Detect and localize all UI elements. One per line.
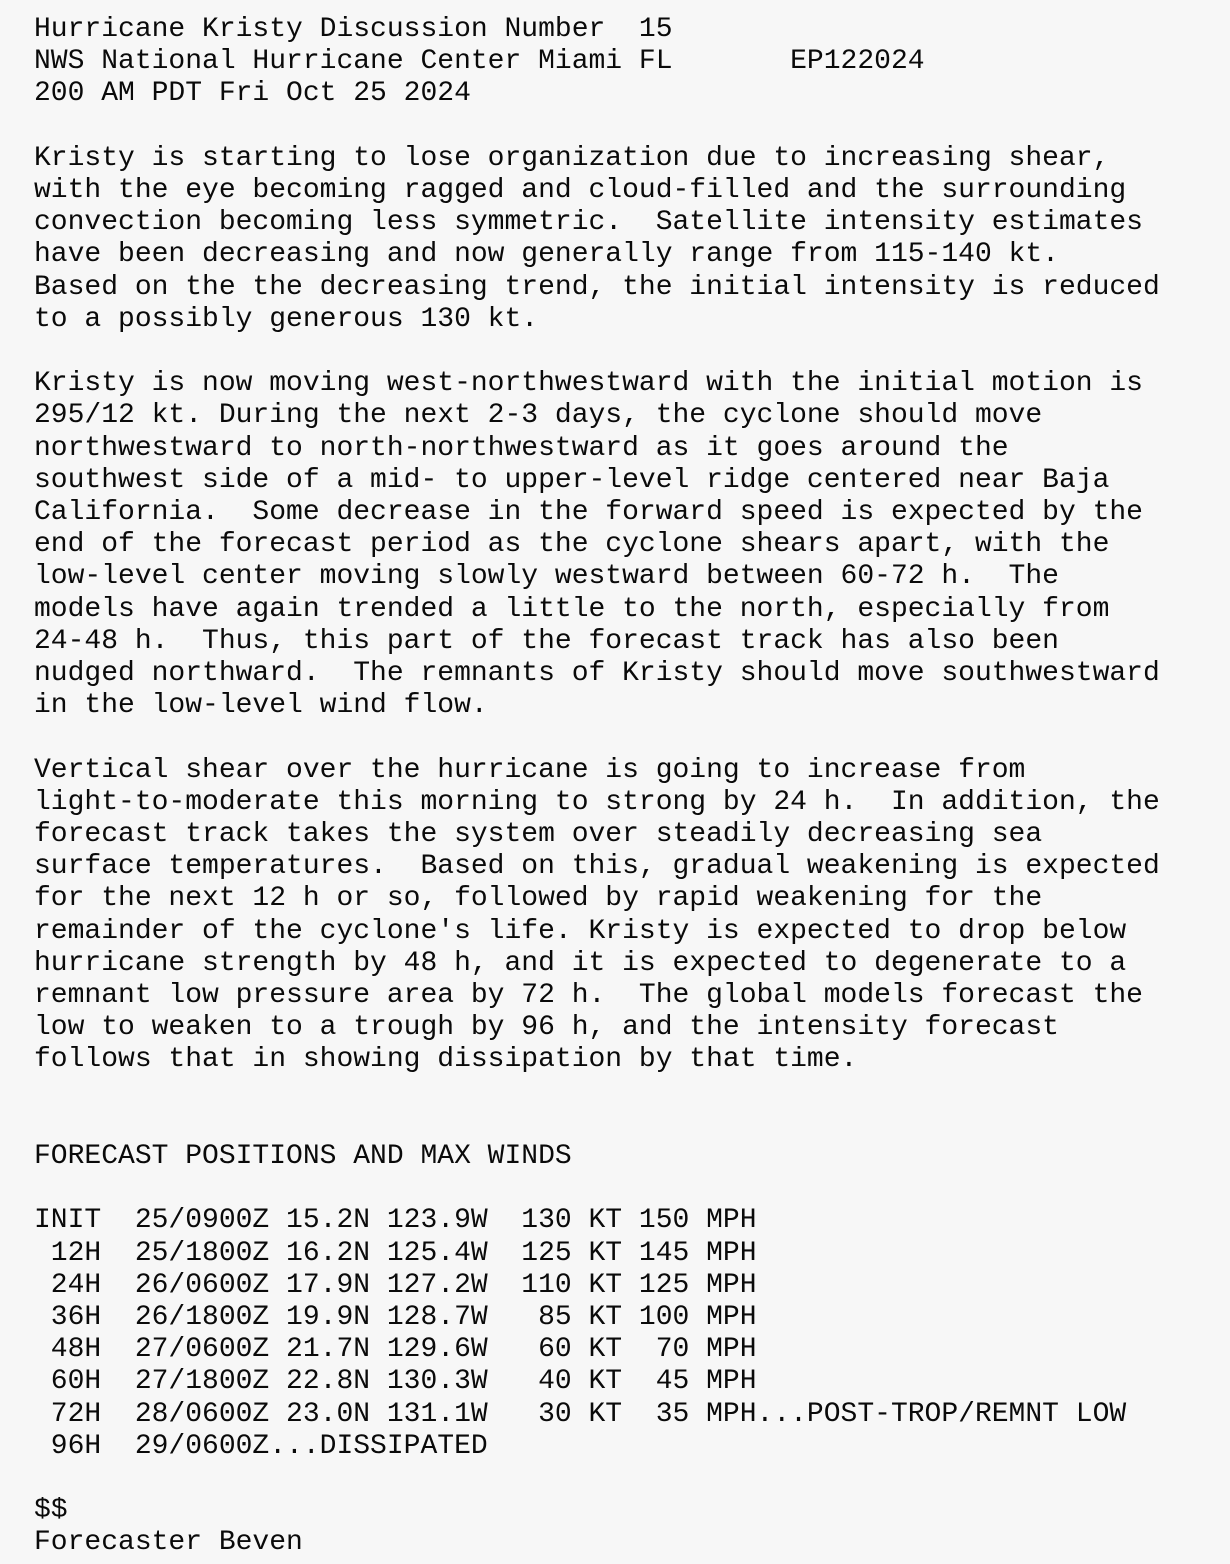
blank-line: [34, 1173, 1230, 1205]
paragraph-line: convection becoming less symmetric. Satellite intensity estimates: [34, 207, 1143, 239]
paragraph-line: California. Some decrease in the forward speed is expected by the: [34, 497, 1143, 529]
paragraph-line: to a possibly generous 130 kt.: [34, 303, 539, 335]
blank-line: [34, 722, 1230, 754]
forecast-row: 60H 27/1800Z 22.8N 130.3W 40 KT 45 MPH: [34, 1366, 757, 1398]
forecast-row: INIT 25/0900Z 15.2N 123.9W 130 KT 150 MPH: [34, 1205, 757, 1237]
paragraph-line: Based on the the decreasing trend, the initial intensity is reduced: [34, 271, 1160, 303]
paragraph-line: 24-48 h. Thus, this part of the forecast track has also been: [34, 625, 1059, 657]
paragraph-line: surface temperatures. Based on this, gradual weakening is expected: [34, 851, 1160, 883]
forecast-section-heading: FORECAST POSITIONS AND MAX WINDS: [34, 1141, 572, 1173]
paragraph-line: with the eye becoming ragged and cloud-filled and the surrounding: [34, 175, 1127, 206]
paragraph-line: Kristy is starting to lose organization due to increasing shear,: [34, 142, 1110, 174]
blank-line: [34, 336, 1230, 368]
bulletin-issuance-time: 200 AM PDT Fri Oct 25 2024: [34, 78, 471, 110]
forecast-row: 96H 29/0600Z...DISSIPATED: [34, 1430, 488, 1462]
paragraph-line: hurricane strength by 48 h, and it is expected to degenerate to a: [34, 947, 1127, 979]
paragraph-line: light-to-moderate this morning to strong by 24 h. In addition, the: [34, 786, 1160, 818]
paragraph-line: follows that in showing dissipation by that time.: [34, 1044, 858, 1076]
signoff-marker: $$: [34, 1495, 68, 1527]
paragraph-line: nudged northward. The remnants of Kristy should move southwestward: [34, 658, 1160, 690]
blank-line: [34, 1077, 1230, 1109]
paragraph-line: Vertical shear over the hurricane is going to increase from: [34, 754, 1026, 786]
paragraph-line: models have again trended a little to the north, especially from: [34, 593, 1110, 625]
paragraph-intensity-discussion: [34, 143, 1230, 336]
blank-line: [34, 1463, 1230, 1495]
forecast-row: 36H 26/1800Z 19.9N 128.7W 85 KT 100 MPH: [34, 1302, 757, 1334]
paragraph-line: low to weaken to a trough by 96 h, and the intensity forecast: [34, 1012, 1059, 1044]
paragraph-line: for the next 12 h or so, followed by rapid weakening for the: [34, 883, 1043, 915]
bulletin-footer: [34, 1495, 1230, 1559]
bulletin-agency-and-id: NWS National Hurricane Center Miami FL EP122024: [34, 46, 925, 78]
paragraph-line: have been decreasing and now generally range from 115-140 kt.: [34, 239, 1059, 271]
paragraph-track-discussion: [34, 368, 1230, 722]
bulletin-title: Hurricane Kristy Discussion Number 15: [34, 14, 673, 45]
forecast-positions-section: [34, 1141, 1230, 1463]
blank-line: [34, 1109, 1230, 1141]
paragraph-line: forecast track takes the system over steadily decreasing sea: [34, 819, 1043, 851]
forecast-row: 24H 26/0600Z 17.9N 127.2W 110 KT 125 MPH: [34, 1269, 757, 1301]
paragraph-line: remainder of the cyclone's life. Kristy is expected to drop below: [34, 915, 1127, 947]
paragraph-line: northwestward to north-northwestward as it goes around the: [34, 432, 1009, 464]
forecaster-name: Forecaster Beven: [34, 1527, 303, 1559]
paragraph-line: Kristy is now moving west-northwestward with the initial motion is: [34, 368, 1143, 400]
forecast-row: 72H 28/0600Z 23.0N 131.1W 30 KT 35 MPH...POST-TROP/REMNT LOW: [34, 1398, 1127, 1430]
paragraph-line: in the low-level wind flow.: [34, 690, 488, 722]
paragraph-line: southwest side of a mid- to upper-level ridge centered near Baja: [34, 464, 1110, 496]
bulletin-header: [34, 14, 1230, 111]
paragraph-line: end of the forecast period as the cyclone shears apart, with the: [34, 529, 1110, 561]
paragraph-line: remnant low pressure area by 72 h. The global models forecast the: [34, 980, 1143, 1012]
forecast-row: 48H 27/0600Z 21.7N 129.6W 60 KT 70 MPH: [34, 1334, 757, 1366]
paragraph-line: 295/12 kt. During the next 2-3 days, the cyclone should move: [34, 400, 1043, 432]
forecast-row: 12H 25/1800Z 16.2N 125.4W 125 KT 145 MPH: [34, 1237, 757, 1269]
blank-line: [34, 111, 1230, 143]
paragraph-line: low-level center moving slowly westward between 60-72 h. The: [34, 561, 1059, 593]
paragraph-shear-weakening-discussion: [34, 755, 1230, 1077]
